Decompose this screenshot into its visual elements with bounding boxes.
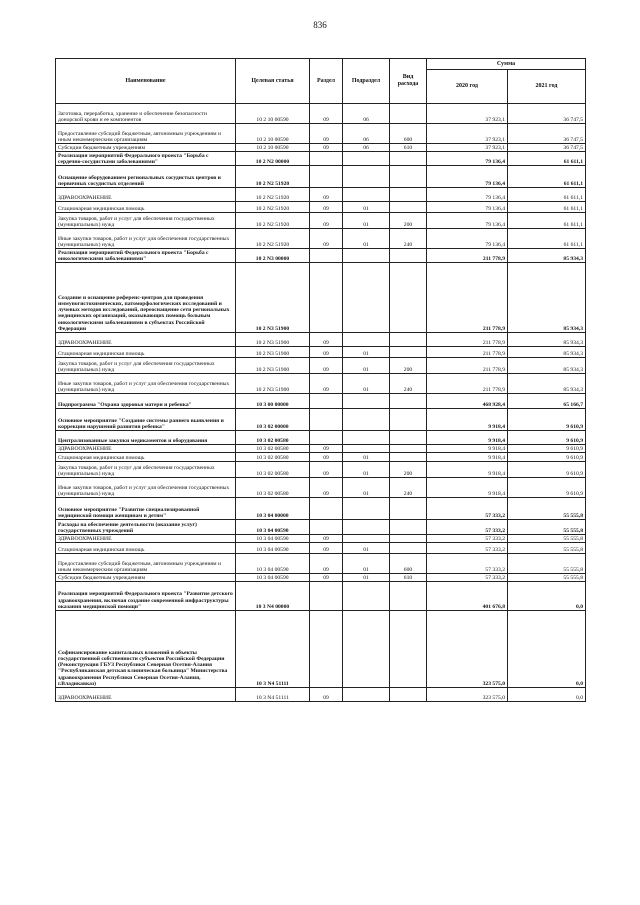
cell-vid: 200 (390, 358, 427, 374)
cell-sum-2021: 61 611,1 (508, 188, 586, 202)
cell-code: 10 2 N2 51920 (236, 213, 310, 229)
table-row (56, 543, 586, 554)
cell-name: ЗДРАВООХРАНЕНИЕ (56, 333, 236, 347)
header-summa: Сумма (427, 59, 586, 70)
cell-vid (390, 520, 427, 535)
cell-code: 10 2 N3 51900 (236, 358, 310, 374)
cell-sum-2021: 61 611,1 (508, 229, 586, 249)
header-podrazdel: Подраздел (343, 59, 390, 104)
table-row (56, 554, 586, 574)
cell-podrazdel: 01 (343, 543, 390, 554)
cell-razdel (310, 520, 343, 535)
table-row (56, 188, 586, 202)
cell-sum-2020: 79 136,4 (427, 229, 508, 249)
cell-vid (390, 611, 427, 688)
cell-razdel: 09 (310, 124, 343, 144)
cell-vid: 240 (390, 374, 427, 394)
cell-name: Предоставление субсидий бюджетным, автономным учреждениям и иным некоммерческим организациям (56, 124, 236, 144)
cell-sum-2020: 401 676,8 (427, 582, 508, 611)
cell-sum-2020: 211 778,9 (427, 249, 508, 263)
cell-name: Реализация мероприятий Федерального проекта "Борьба с сердечно-сосудистыми заболеваниями" (56, 152, 236, 166)
cell-podrazdel (343, 611, 390, 688)
cell-razdel: 09 (310, 347, 343, 358)
cell-name: Субсидии бюджетным учреждениям (56, 144, 236, 152)
cell-name: Заготовка, переработка, хранение и обеспечение безопасности донорской крови и ее компонентов (56, 104, 236, 124)
cell-sum-2020: 37 923,1 (427, 104, 508, 124)
cell-code: 10 3 00 00000 (236, 394, 310, 409)
cell-podrazdel (343, 520, 390, 535)
cell-sum-2021: 85 934,3 (508, 263, 586, 333)
cell-podrazdel: 06 (343, 124, 390, 144)
table-row (56, 535, 586, 543)
cell-podrazdel (343, 263, 390, 333)
cell-sum-2021: 55 555,8 (508, 543, 586, 554)
cell-vid: 610 (390, 144, 427, 152)
cell-sum-2020: 468 928,4 (427, 394, 508, 409)
cell-podrazdel (343, 582, 390, 611)
cell-podrazdel: 06 (343, 144, 390, 152)
cell-name: Подпрограмма "Охрана здоровья матери и ребенка" (56, 394, 236, 409)
cell-code: 10 2 N2 51920 (236, 166, 310, 188)
cell-vid (390, 347, 427, 358)
cell-sum-2021: 36 747,5 (508, 104, 586, 124)
table-row (56, 374, 586, 394)
cell-sum-2021: 61 611,1 (508, 152, 586, 166)
cell-name: Закупка товаров, работ и услуг для обеспечения государственных (муниципальных) нужд (56, 358, 236, 374)
cell-code: 10 3 02 00580 (236, 431, 310, 445)
cell-code: 10 3 02 00580 (236, 478, 310, 498)
cell-sum-2020: 323 575,0 (427, 688, 508, 702)
cell-vid (390, 104, 427, 124)
cell-code: 10 3 N4 51111 (236, 611, 310, 688)
cell-razdel: 09 (310, 574, 343, 582)
cell-code: 10 2 N2 51920 (236, 202, 310, 213)
table-header (56, 59, 586, 104)
cell-podrazdel (343, 249, 390, 263)
table-row (56, 462, 586, 478)
cell-code: 10 3 N4 51111 (236, 688, 310, 702)
cell-sum-2020: 79 136,4 (427, 166, 508, 188)
table-row (56, 688, 586, 702)
header-code: Целевая статья (236, 59, 310, 104)
header-vid: Вид расхода (390, 59, 427, 104)
cell-code: 10 2 N2 51920 (236, 188, 310, 202)
cell-sum-2021: 55 555,8 (508, 535, 586, 543)
cell-sum-2021: 85 934,3 (508, 249, 586, 263)
cell-sum-2020: 211 778,9 (427, 374, 508, 394)
cell-podrazdel (343, 535, 390, 543)
table-row (56, 213, 586, 229)
cell-code: 10 2 N2 00000 (236, 152, 310, 166)
cell-sum-2021: 55 555,8 (508, 520, 586, 535)
cell-razdel (310, 394, 343, 409)
cell-podrazdel (343, 394, 390, 409)
table-row (56, 202, 586, 213)
cell-vid: 600 (390, 124, 427, 144)
cell-code: 10 3 04 00590 (236, 554, 310, 574)
cell-sum-2020: 211 778,9 (427, 358, 508, 374)
cell-razdel: 09 (310, 202, 343, 213)
cell-vid (390, 166, 427, 188)
cell-razdel: 09 (310, 358, 343, 374)
cell-code: 10 3 04 00590 (236, 520, 310, 535)
table-row (56, 347, 586, 358)
cell-sum-2021: 9 610,9 (508, 453, 586, 462)
cell-sum-2020: 57 333,2 (427, 543, 508, 554)
cell-name: Субсидии бюджетным учреждениям (56, 574, 236, 582)
cell-sum-2020: 57 333,2 (427, 574, 508, 582)
cell-razdel (310, 431, 343, 445)
cell-name: Стационарная медицинская помощь (56, 453, 236, 462)
cell-vid: 240 (390, 229, 427, 249)
cell-vid: 610 (390, 574, 427, 582)
header-2021: 2021 год (508, 70, 586, 104)
cell-code: 10 3 04 00590 (236, 535, 310, 543)
cell-razdel: 09 (310, 104, 343, 124)
table-row (56, 478, 586, 498)
cell-code: 10 3 N4 00000 (236, 582, 310, 611)
table-row (56, 431, 586, 445)
cell-sum-2021: 61 611,1 (508, 166, 586, 188)
cell-name: Реализация мероприятий Федерального проекта "Развитие детского здравоохранения, включая создание современной инфраструктуры оказания медицинской помощи" (56, 582, 236, 611)
cell-vid (390, 582, 427, 611)
cell-name: Оснащение оборудованием региональных сосудистых центров и первичных сосудистых отделений (56, 166, 236, 188)
cell-code: 10 3 04 00590 (236, 543, 310, 554)
cell-vid (390, 263, 427, 333)
cell-razdel (310, 249, 343, 263)
cell-name: Предоставление субсидий бюджетным, автономным учреждениям и иным некоммерческим организациям (56, 554, 236, 574)
cell-sum-2020: 37 923,1 (427, 124, 508, 144)
cell-sum-2020: 79 136,4 (427, 188, 508, 202)
cell-razdel: 09 (310, 188, 343, 202)
cell-name: Стационарная медицинская помощь (56, 202, 236, 213)
cell-podrazdel: 06 (343, 104, 390, 124)
cell-name: ЗДРАВООХРАНЕНИЕ (56, 688, 236, 702)
header-name: Наименование (56, 59, 236, 104)
cell-razdel: 09 (310, 453, 343, 462)
cell-razdel: 09 (310, 478, 343, 498)
cell-razdel: 09 (310, 688, 343, 702)
cell-sum-2020: 9 918,4 (427, 431, 508, 445)
cell-podrazdel: 01 (343, 358, 390, 374)
cell-sum-2021: 0,0 (508, 611, 586, 688)
cell-name: ЗДРАВООХРАНЕНИЕ (56, 535, 236, 543)
cell-sum-2020: 57 333,2 (427, 535, 508, 543)
table-row (56, 152, 586, 166)
table-row (56, 409, 586, 431)
cell-razdel (310, 166, 343, 188)
cell-podrazdel (343, 333, 390, 347)
cell-vid (390, 333, 427, 347)
table-row (56, 574, 586, 582)
cell-podrazdel: 01 (343, 202, 390, 213)
table-row (56, 498, 586, 520)
budget-table (55, 58, 586, 702)
cell-sum-2021: 36 747,5 (508, 124, 586, 144)
cell-name: Основное мероприятие "Создание системы раннего выявления и коррекции нарушений развития ребенка" (56, 409, 236, 431)
cell-sum-2021: 61 611,1 (508, 213, 586, 229)
table-row (56, 611, 586, 688)
cell-podrazdel (343, 498, 390, 520)
cell-vid (390, 202, 427, 213)
cell-sum-2021: 85 934,3 (508, 374, 586, 394)
cell-vid (390, 431, 427, 445)
cell-vid (390, 188, 427, 202)
cell-podrazdel (343, 152, 390, 166)
table-row (56, 453, 586, 462)
cell-podrazdel: 01 (343, 213, 390, 229)
cell-sum-2020: 9 918,4 (427, 462, 508, 478)
cell-razdel (310, 409, 343, 431)
cell-razdel: 09 (310, 543, 343, 554)
cell-sum-2021: 9 610,9 (508, 478, 586, 498)
cell-code: 10 3 02 00580 (236, 445, 310, 453)
cell-vid (390, 543, 427, 554)
cell-sum-2021: 0,0 (508, 688, 586, 702)
table-row (56, 394, 586, 409)
cell-sum-2020: 9 918,4 (427, 445, 508, 453)
cell-sum-2021: 36 747,5 (508, 144, 586, 152)
cell-sum-2021: 55 555,8 (508, 498, 586, 520)
cell-podrazdel (343, 431, 390, 445)
cell-podrazdel (343, 188, 390, 202)
cell-podrazdel (343, 166, 390, 188)
cell-code: 10 2 N2 51920 (236, 229, 310, 249)
cell-sum-2020: 211 778,9 (427, 347, 508, 358)
cell-name: Иные закупки товаров, работ и услуг для обеспечения государственных (муниципальных) нужд (56, 478, 236, 498)
cell-sum-2020: 57 333,2 (427, 554, 508, 574)
cell-code: 10 2 10 00590 (236, 104, 310, 124)
cell-sum-2021: 0,0 (508, 582, 586, 611)
cell-name: ЗДРАВООХРАНЕНИЕ (56, 188, 236, 202)
cell-name: Софинансирование капитальных вложений в объекты государственной собственности субъектов Российской Федерации (Реконструкция ГБУЗ Республики Северная Осетия-Алания "Республиканская детская клиническая больница" Министерства здравоохранения Республики Северная Осетия-Алания, г.Владикавказ) (56, 611, 236, 688)
cell-sum-2021: 9 610,9 (508, 445, 586, 453)
header-2020: 2020 год (427, 70, 508, 104)
cell-razdel: 09 (310, 144, 343, 152)
cell-sum-2020: 79 136,4 (427, 213, 508, 229)
table-row (56, 124, 586, 144)
cell-podrazdel (343, 409, 390, 431)
table-row (56, 358, 586, 374)
cell-podrazdel: 01 (343, 478, 390, 498)
cell-sum-2021: 85 934,3 (508, 347, 586, 358)
cell-vid (390, 249, 427, 263)
cell-code: 10 2 N3 00000 (236, 249, 310, 263)
cell-razdel: 09 (310, 374, 343, 394)
cell-sum-2020: 57 333,2 (427, 520, 508, 535)
table-row (56, 263, 586, 333)
cell-podrazdel: 01 (343, 462, 390, 478)
cell-name: ЗДРАВООХРАНЕНИЕ (56, 445, 236, 453)
cell-code: 10 2 N3 51900 (236, 374, 310, 394)
cell-name: Закупка товаров, работ и услуг для обеспечения государственных (муниципальных) нужд (56, 213, 236, 229)
cell-vid (390, 535, 427, 543)
cell-vid (390, 152, 427, 166)
cell-code: 10 3 02 00580 (236, 462, 310, 478)
cell-sum-2020: 323 575,0 (427, 611, 508, 688)
table-row (56, 333, 586, 347)
cell-sum-2021: 65 166,7 (508, 394, 586, 409)
cell-sum-2021: 9 610,9 (508, 462, 586, 478)
cell-name: Реализация мероприятий Федерального проекта "Борьба с онкологическими заболеваниями" (56, 249, 236, 263)
cell-razdel: 09 (310, 554, 343, 574)
cell-sum-2020: 79 136,4 (427, 202, 508, 213)
cell-code: 10 2 N3 51900 (236, 347, 310, 358)
cell-name: Централизованные закупки медикаментов и оборудования (56, 431, 236, 445)
table-row (56, 166, 586, 188)
cell-vid: 600 (390, 554, 427, 574)
cell-sum-2020: 211 778,9 (427, 333, 508, 347)
cell-sum-2020: 57 333,2 (427, 498, 508, 520)
cell-sum-2020: 9 918,4 (427, 409, 508, 431)
cell-vid: 200 (390, 213, 427, 229)
cell-sum-2021: 61 611,1 (508, 202, 586, 213)
cell-sum-2020: 9 918,4 (427, 453, 508, 462)
table-row (56, 520, 586, 535)
cell-name: Стационарная медицинская помощь (56, 543, 236, 554)
cell-razdel (310, 498, 343, 520)
cell-razdel: 09 (310, 445, 343, 453)
cell-podrazdel: 01 (343, 229, 390, 249)
header-razdel: Раздел (310, 59, 343, 104)
cell-code: 10 2 N3 51900 (236, 263, 310, 333)
table-row (56, 144, 586, 152)
cell-vid (390, 453, 427, 462)
cell-sum-2021: 85 934,3 (508, 358, 586, 374)
table-row (56, 445, 586, 453)
cell-vid: 200 (390, 462, 427, 478)
cell-razdel (310, 611, 343, 688)
cell-sum-2021: 55 555,8 (508, 574, 586, 582)
cell-code: 10 2 N3 51900 (236, 333, 310, 347)
cell-razdel (310, 582, 343, 611)
cell-sum-2021: 9 610,9 (508, 409, 586, 431)
cell-sum-2021: 85 934,3 (508, 333, 586, 347)
cell-podrazdel (343, 445, 390, 453)
cell-name: Иные закупки товаров, работ и услуг для обеспечения государственных (муниципальных) нужд (56, 229, 236, 249)
cell-vid (390, 498, 427, 520)
cell-code: 10 2 10 00590 (236, 144, 310, 152)
page-number: 836 (313, 20, 327, 30)
cell-podrazdel: 01 (343, 374, 390, 394)
cell-name: Расходы на обеспечение деятельности (оказание услуг) государственных учреждений (56, 520, 236, 535)
cell-sum-2020: 211 778,9 (427, 263, 508, 333)
table-row (56, 229, 586, 249)
cell-vid (390, 688, 427, 702)
cell-code: 10 3 02 00580 (236, 453, 310, 462)
cell-razdel: 09 (310, 535, 343, 543)
cell-sum-2021: 55 555,8 (508, 554, 586, 574)
cell-name: Основное мероприятие "Развитие специализированной медицинской помощи женщинам и детям" (56, 498, 236, 520)
cell-vid (390, 394, 427, 409)
cell-sum-2020: 37 923,1 (427, 144, 508, 152)
cell-razdel (310, 263, 343, 333)
cell-sum-2021: 9 610,9 (508, 431, 586, 445)
cell-code: 10 2 10 00590 (236, 124, 310, 144)
cell-code: 10 3 04 00590 (236, 574, 310, 582)
cell-vid (390, 445, 427, 453)
cell-name: Создание и оснащение референс-центров для проведения иммуногистохимических, патоморфологических исследований и лучевых методов исследований, переоснащение сети региональных медицинских организаций, оказывающих помощь больным онкологическими заболеваниями в субъектах Российской Федерации (56, 263, 236, 333)
cell-name: Стационарная медицинская помощь (56, 347, 236, 358)
table-row (56, 104, 586, 124)
cell-podrazdel: 01 (343, 574, 390, 582)
table-row (56, 582, 586, 611)
cell-sum-2020: 79 136,4 (427, 152, 508, 166)
table-row (56, 249, 586, 263)
cell-razdel: 09 (310, 213, 343, 229)
cell-sum-2020: 9 918,4 (427, 478, 508, 498)
cell-vid (390, 409, 427, 431)
table-body (56, 104, 586, 702)
cell-code: 10 3 04 00000 (236, 498, 310, 520)
cell-podrazdel: 01 (343, 347, 390, 358)
cell-name: Закупка товаров, работ и услуг для обеспечения государственных (муниципальных) нужд (56, 462, 236, 478)
cell-razdel (310, 152, 343, 166)
cell-code: 10 3 02 00000 (236, 409, 310, 431)
cell-razdel: 09 (310, 462, 343, 478)
cell-vid: 240 (390, 478, 427, 498)
cell-podrazdel (343, 688, 390, 702)
cell-name: Иные закупки товаров, работ и услуг для обеспечения государственных (муниципальных) нужд (56, 374, 236, 394)
cell-podrazdel: 01 (343, 453, 390, 462)
cell-podrazdel: 01 (343, 554, 390, 574)
cell-razdel: 09 (310, 333, 343, 347)
cell-razdel: 09 (310, 229, 343, 249)
